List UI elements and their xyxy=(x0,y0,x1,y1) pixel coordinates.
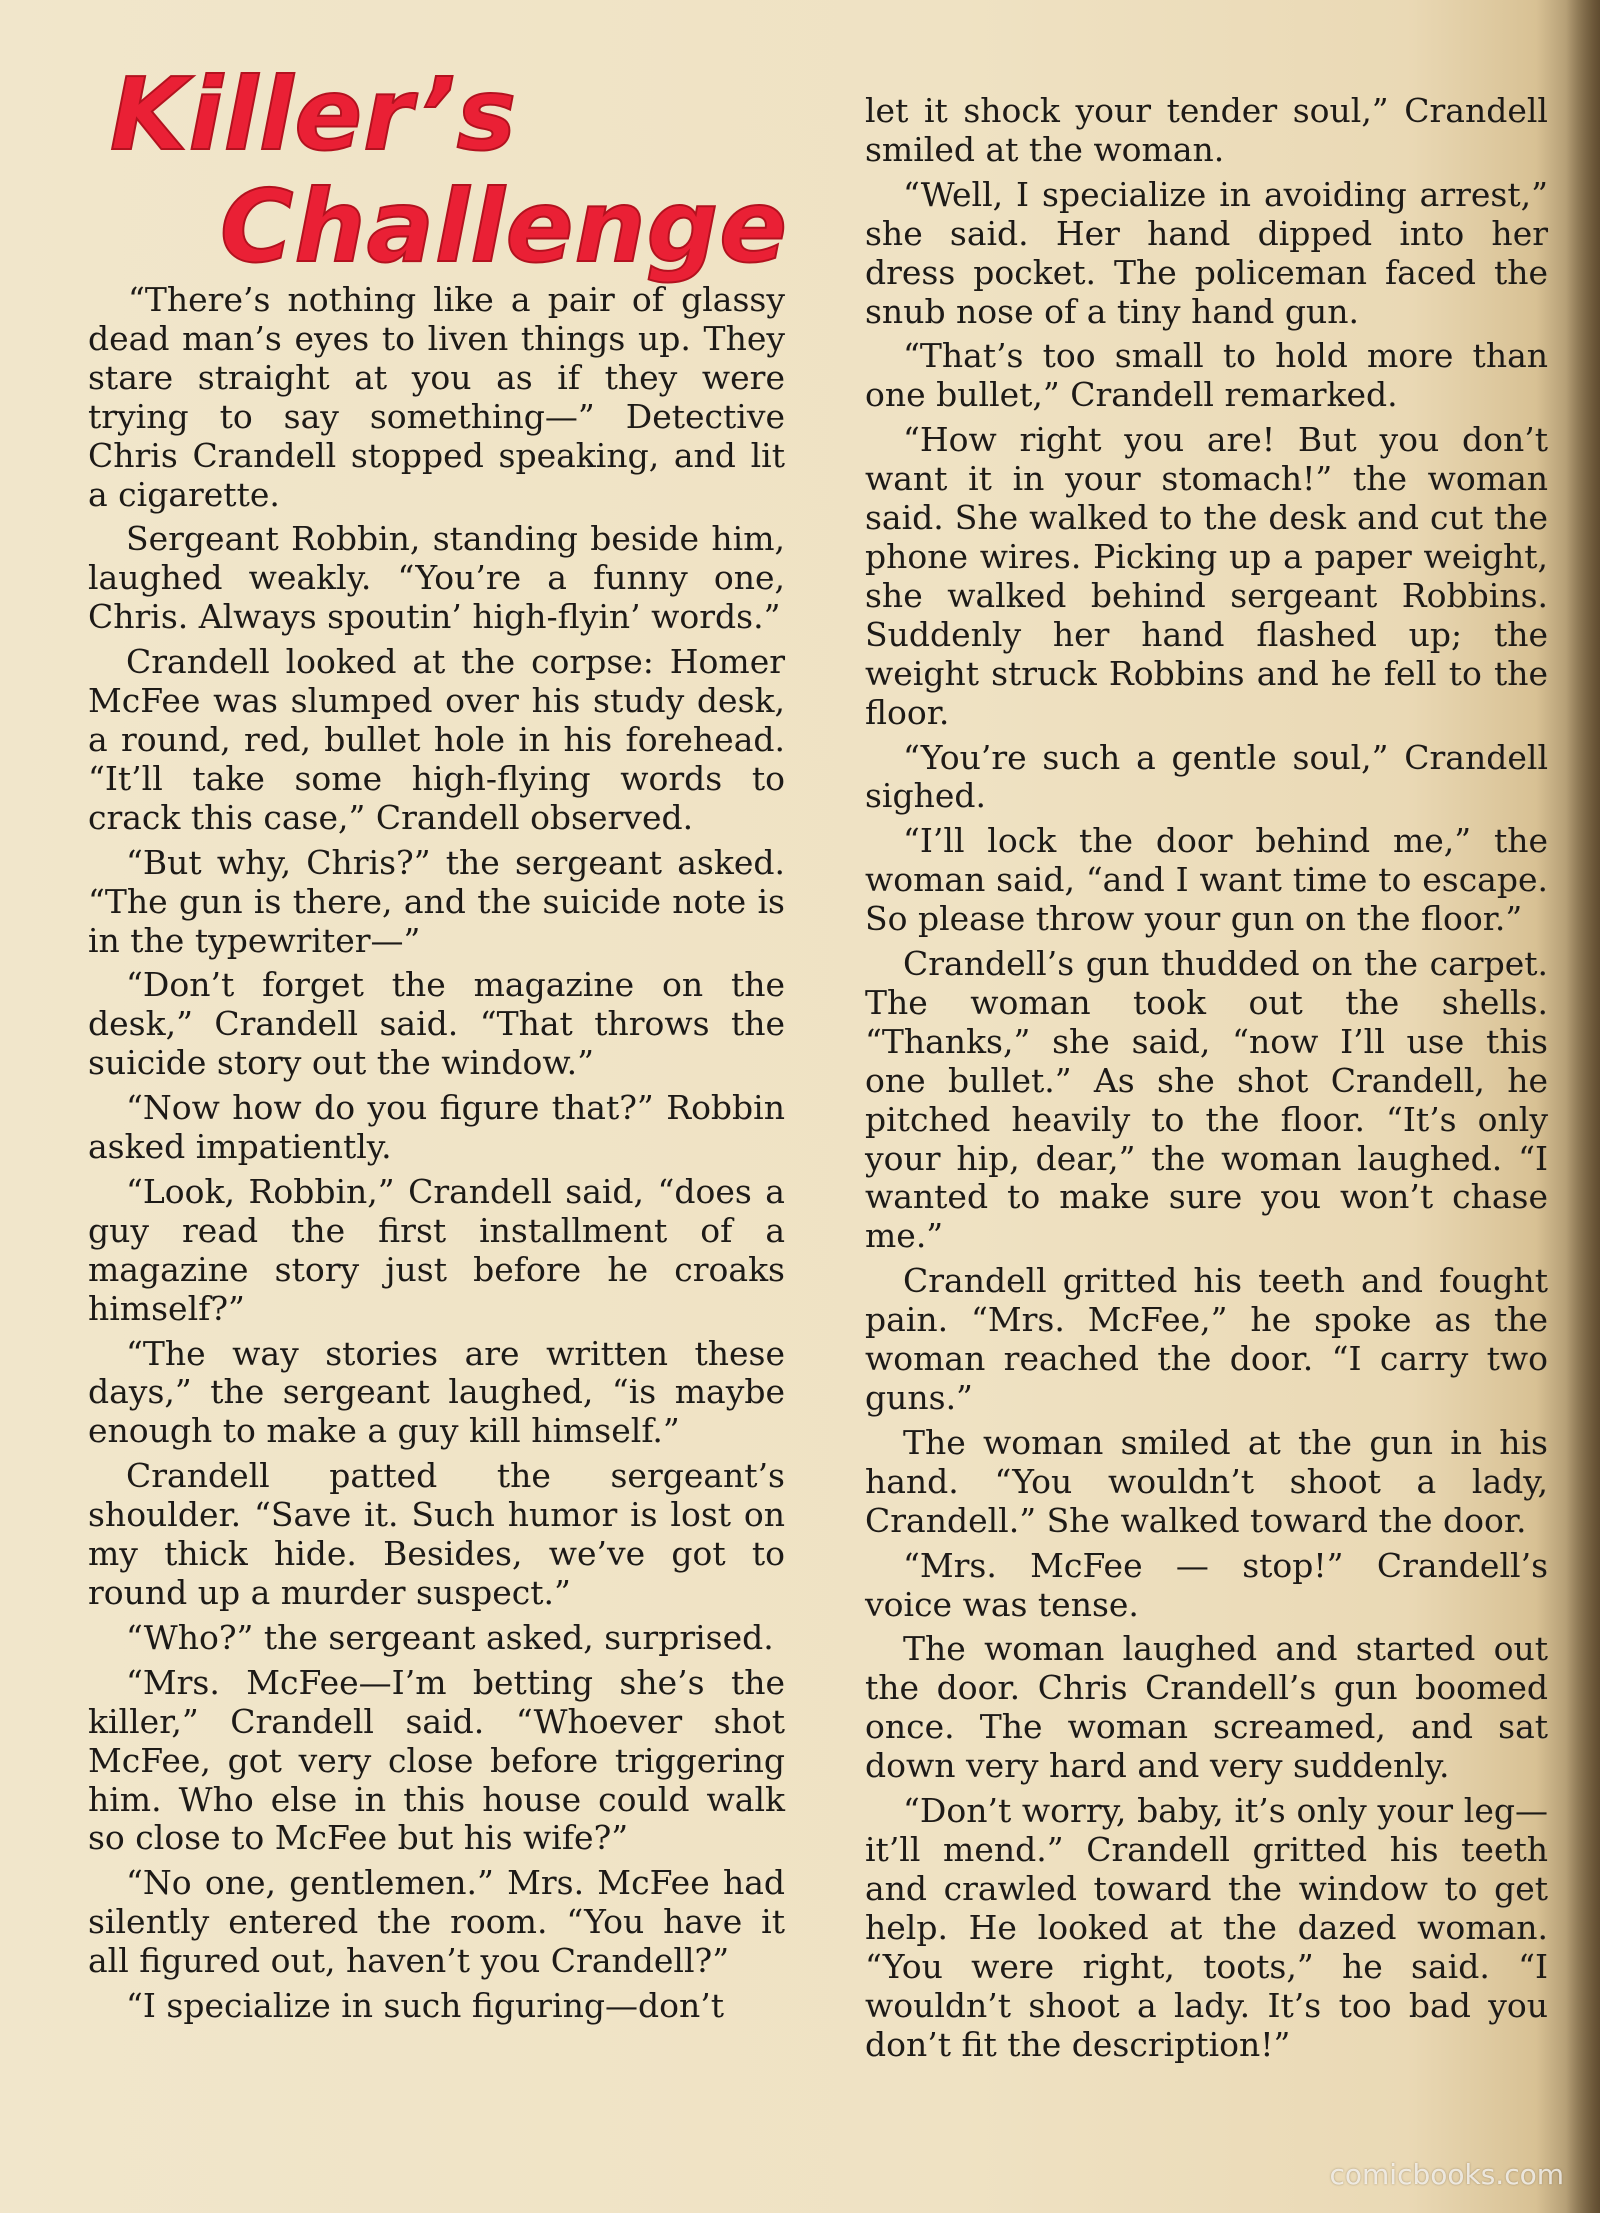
paragraph: “I specialize in such figuring—don’t xyxy=(126,1986,725,2026)
paragraph: “You’re such a gentle soul,” Crandell sighed. xyxy=(865,737,1548,816)
story-title xyxy=(110,56,810,290)
paragraph: “The way stories are written these days,” the sergeant laughed, “is maybe enough to make a guy kill himself.” xyxy=(88,1333,785,1451)
paragraph: Crandell’s gun thudded on the carpet. The woman took out the shells. “Thanks,” she said, “now I’ll use this one bullet.” As she shot Crandell, he pitched heavily to the floor. “It’s only your hip, dear,” the woman laughed. “I wanted to make sure you won’t chase me.” xyxy=(865,944,1548,1256)
paragraph: “Well, I specialize in avoiding arrest,” she said. Her hand dipped into her dress pocket. The policeman faced the snub nose of a tiny hand gun. xyxy=(865,174,1548,331)
paragraph: “But why, Chris?” the sergeant asked. “The gun is there, and the suicide note is in the typewriter—” xyxy=(88,842,785,960)
paragraph: “Mrs. McFee — stop!” Crandell’s voice was tense. xyxy=(865,1545,1548,1624)
paragraph: Crandell patted the sergeant’s shoulder. “Save it. Such humor is lost on my thick hide. Besides, we’ve got to round up a murder suspect.” xyxy=(88,1456,785,1612)
paragraph: “That’s too small to hold more than one bullet,” Crandell remarked. xyxy=(865,336,1548,415)
paragraph: Crandell looked at the corpse: Homer McFee was slumped over his study desk, a round, red, bullet hole in his forehead. “It’ll take some high-flying words to crack this case,” Crandell observed. xyxy=(88,642,785,837)
paragraph: Crandell gritted his teeth and fought pain. “Mrs. McFee,” he spoke as the woman reached the door. “I carry two guns.” xyxy=(865,1261,1548,1417)
paragraph: “Don’t worry, baby, it’s only your leg—it’ll mend.” Crandell gritted his teeth and crawled toward the window to get help. He looked at the dazed woman. “You were right, toots,” he said. “I wouldn’t shoot a lady. It’s too bad you don’t fit the description!” xyxy=(865,1791,1548,2064)
paragraph: Sergeant Robbin, standing beside him, laughed weakly. “You’re a funny one, Chris. Always spoutin’ high-flyin’ words.” xyxy=(88,519,785,637)
paragraph: The woman laughed and started out the door. Chris Crandell’s gun boomed once. The woman screamed, and sat down very hard and very suddenly. xyxy=(865,1629,1548,1786)
paragraph: “Don’t forget the magazine on the desk,” Crandell said. “That throws the suicide story out the window.” xyxy=(88,965,785,1083)
paragraph: “Who?” the sergeant asked, surprised. xyxy=(126,1617,774,1657)
title-line-2: Challenge xyxy=(220,168,789,285)
left-text-column xyxy=(88,281,785,2032)
page-edge-shadow xyxy=(1566,0,1600,2213)
paragraph: “Mrs. McFee—I’m betting she’s the killer,” Crandell said. “Whoever shot McFee, got very close before triggering him. Who else in this house could walk so close to McFee but his wife?” xyxy=(88,1662,785,1858)
paragraph: The woman smiled at the gun in his hand. “You wouldn’t shoot a lady, Crandell.” She walked toward the door. xyxy=(865,1422,1548,1540)
right-text-column xyxy=(865,92,1548,2070)
paragraph: “How right you are! But you don’t want it in your stomach!” the woman said. She walked to the desk and cut the phone wires. Picking up a paper weight, she walked behind sergeant Robbins. Suddenly her hand flashed up; the weight struck Robbins and he fell to the floor. xyxy=(865,420,1548,732)
paragraph: “Look, Robbin,” Crandell said, “does a guy read the first installment of a magazine story just before he croaks himself?” xyxy=(88,1171,785,1328)
paragraph: “I’ll lock the door behind me,” the woman said, “and I want time to escape. So please throw your gun on the floor.” xyxy=(865,821,1548,939)
paragraph: “Now how do you figure that?” Robbin asked impatiently. xyxy=(88,1088,785,1167)
paragraph: “There’s nothing like a pair of glassy dead man’s eyes to liven things up. They stare straight at you as if they were trying to say something—” Detective Chris Crandell stopped speaking, and lit a cigarette. xyxy=(88,280,785,514)
paragraph: let it shock your tender soul,” Crandell smiled at the woman. xyxy=(865,91,1548,169)
title-line-1: Killer’s xyxy=(110,56,518,173)
source-watermark: comicbooks.com xyxy=(1329,2158,1564,2191)
paragraph: “No one, gentlemen.” Mrs. McFee had silently entered the room. “You have it all figured out, haven’t you Crandell?” xyxy=(88,1863,785,1981)
